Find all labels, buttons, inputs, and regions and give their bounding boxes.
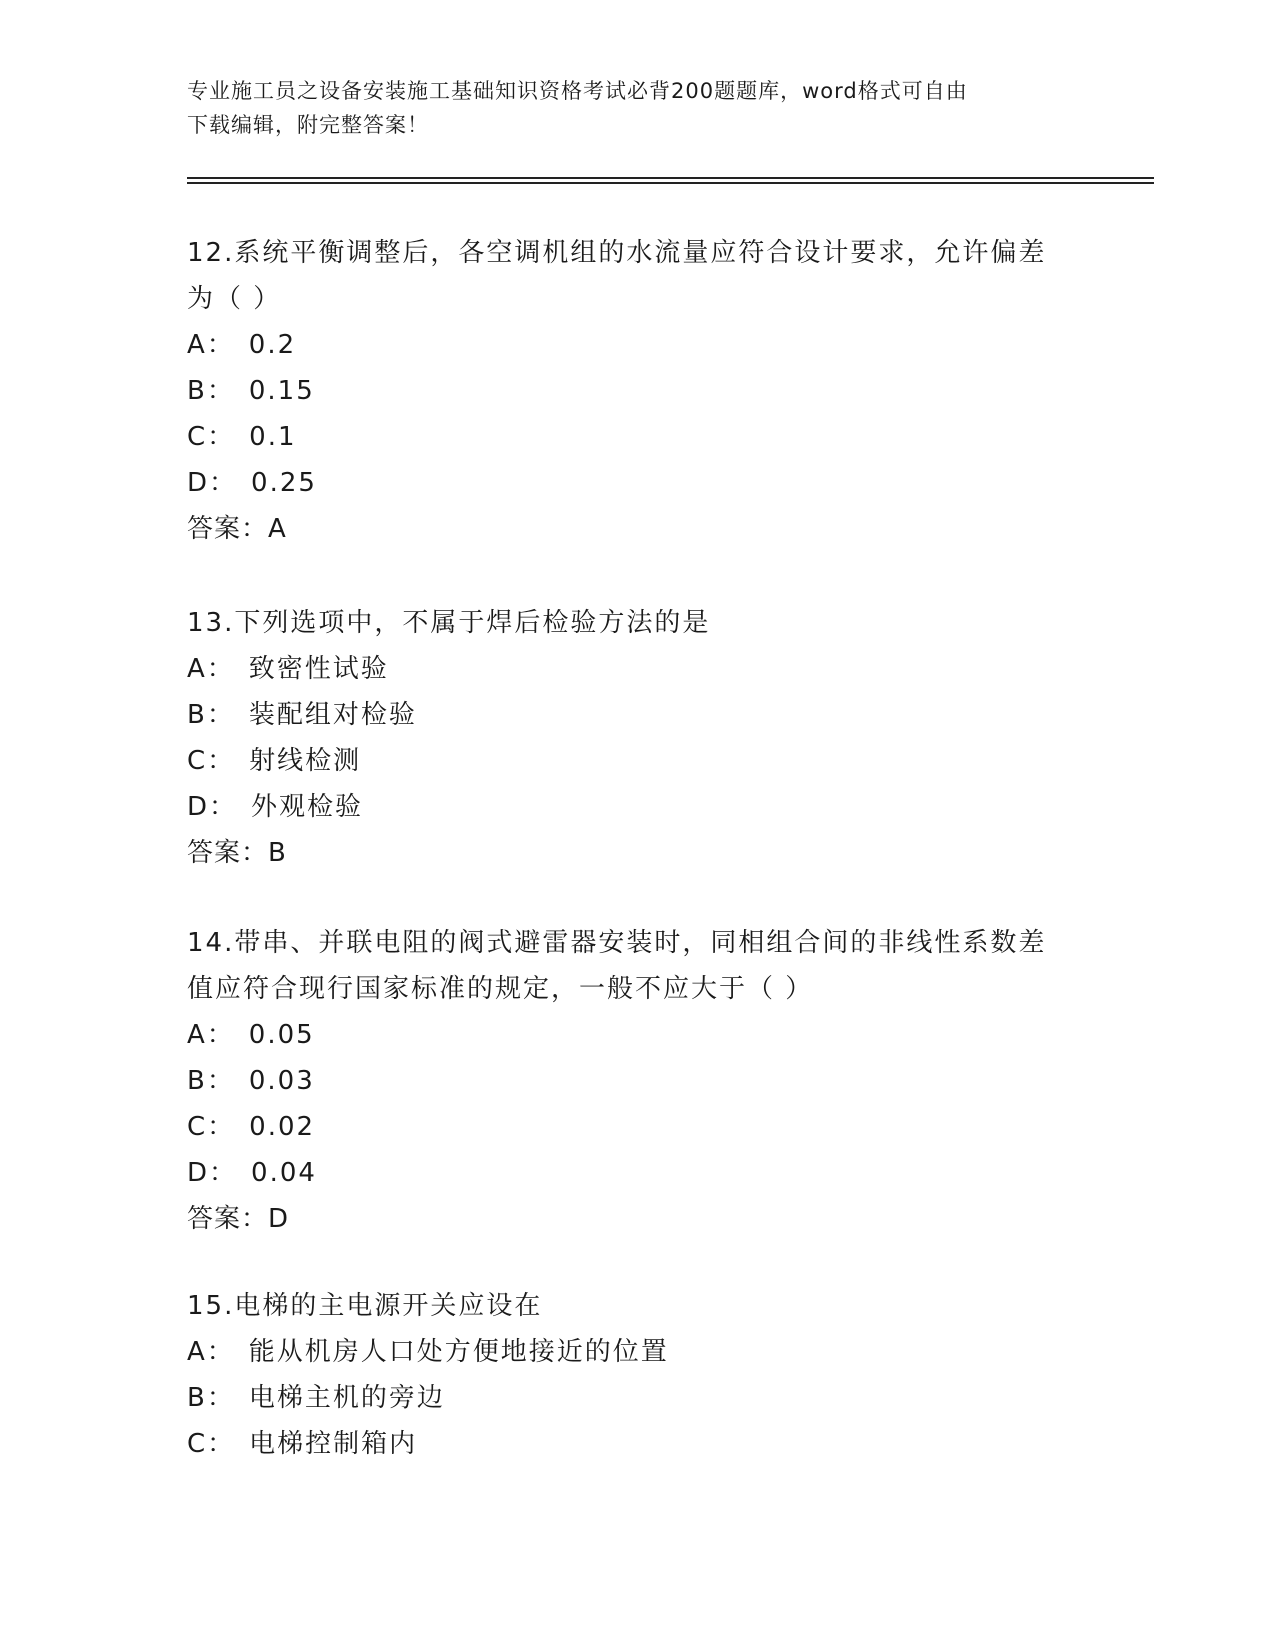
header-line-2: 下载编辑，附完整答案！ bbox=[187, 113, 429, 137]
answer-line: 答案：A bbox=[187, 514, 287, 544]
option-a bbox=[187, 646, 1087, 692]
option-key: C： bbox=[187, 1429, 236, 1459]
option-text: 0.04 bbox=[251, 1158, 317, 1188]
question-stem: 13.下列选项中，不属于焊后检验方法的是 bbox=[187, 608, 711, 638]
option-c bbox=[187, 414, 1087, 460]
option-c bbox=[187, 738, 1087, 784]
question-stem: 14.带串、并联电阻的阀式避雷器安装时，同相组合间的非线性系数差 bbox=[187, 928, 1047, 958]
option-d bbox=[187, 784, 1087, 830]
option-c bbox=[187, 1104, 1087, 1150]
option-d bbox=[187, 460, 1087, 506]
option-key: A： bbox=[187, 1020, 235, 1050]
option-text: 外观检验 bbox=[251, 792, 364, 822]
option-text: 0.15 bbox=[248, 376, 315, 406]
question-12 bbox=[187, 230, 1087, 552]
option-text: 0.02 bbox=[249, 1112, 316, 1142]
option-a bbox=[187, 1012, 1087, 1058]
option-b bbox=[187, 1375, 1087, 1421]
option-text: 0.03 bbox=[248, 1066, 315, 1096]
option-c bbox=[187, 1421, 1087, 1467]
question-stem: 15.电梯的主电源开关应设在 bbox=[187, 1291, 543, 1321]
option-key: D： bbox=[187, 468, 238, 498]
option-key: C： bbox=[187, 1112, 236, 1142]
option-d bbox=[187, 1150, 1087, 1196]
question-stem-continued: 为（ ） bbox=[187, 284, 282, 314]
option-text: 致密性试验 bbox=[248, 654, 389, 684]
question-stem-continued: 值应符合现行国家标准的规定，一般不应大于（ ） bbox=[187, 974, 814, 1004]
option-key: A： bbox=[187, 654, 235, 684]
option-text: 能从机房人口处方便地接近的位置 bbox=[248, 1337, 669, 1367]
question-stem: 12.系统平衡调整后，各空调机组的水流量应符合设计要求，允许偏差 bbox=[187, 238, 1047, 268]
answer-line: 答案：B bbox=[187, 838, 287, 868]
option-text: 装配组对检验 bbox=[248, 700, 417, 730]
answer-line: 答案：D bbox=[187, 1204, 290, 1234]
option-key: A： bbox=[187, 330, 235, 360]
header-line-1: 专业施工员之设备安装施工基础知识资格考试必背200题题库，word格式可自由 bbox=[187, 79, 968, 103]
header-divider-top bbox=[187, 177, 1154, 179]
option-a bbox=[187, 1329, 1087, 1375]
option-text: 电梯控制箱内 bbox=[249, 1429, 418, 1459]
option-text: 0.05 bbox=[248, 1020, 315, 1050]
header-divider-bottom bbox=[187, 182, 1154, 184]
question-14 bbox=[187, 920, 1087, 1242]
option-key: C： bbox=[187, 422, 236, 452]
option-text: 电梯主机的旁边 bbox=[248, 1383, 445, 1413]
option-key: A： bbox=[187, 1337, 235, 1367]
option-key: B： bbox=[187, 700, 235, 730]
option-key: B： bbox=[187, 376, 235, 406]
option-key: D： bbox=[187, 1158, 238, 1188]
option-text: 射线检测 bbox=[249, 746, 362, 776]
question-13 bbox=[187, 600, 1087, 876]
option-key: D： bbox=[187, 792, 238, 822]
option-key: C： bbox=[187, 746, 236, 776]
option-key: B： bbox=[187, 1383, 235, 1413]
option-text: 0.2 bbox=[248, 330, 297, 360]
option-text: 0.1 bbox=[249, 422, 297, 452]
option-text: 0.25 bbox=[251, 468, 317, 498]
option-b bbox=[187, 692, 1087, 738]
option-a bbox=[187, 322, 1087, 368]
option-b bbox=[187, 368, 1087, 414]
question-15 bbox=[187, 1283, 1087, 1467]
option-key: B： bbox=[187, 1066, 235, 1096]
document-header bbox=[187, 74, 1067, 142]
option-b bbox=[187, 1058, 1087, 1104]
